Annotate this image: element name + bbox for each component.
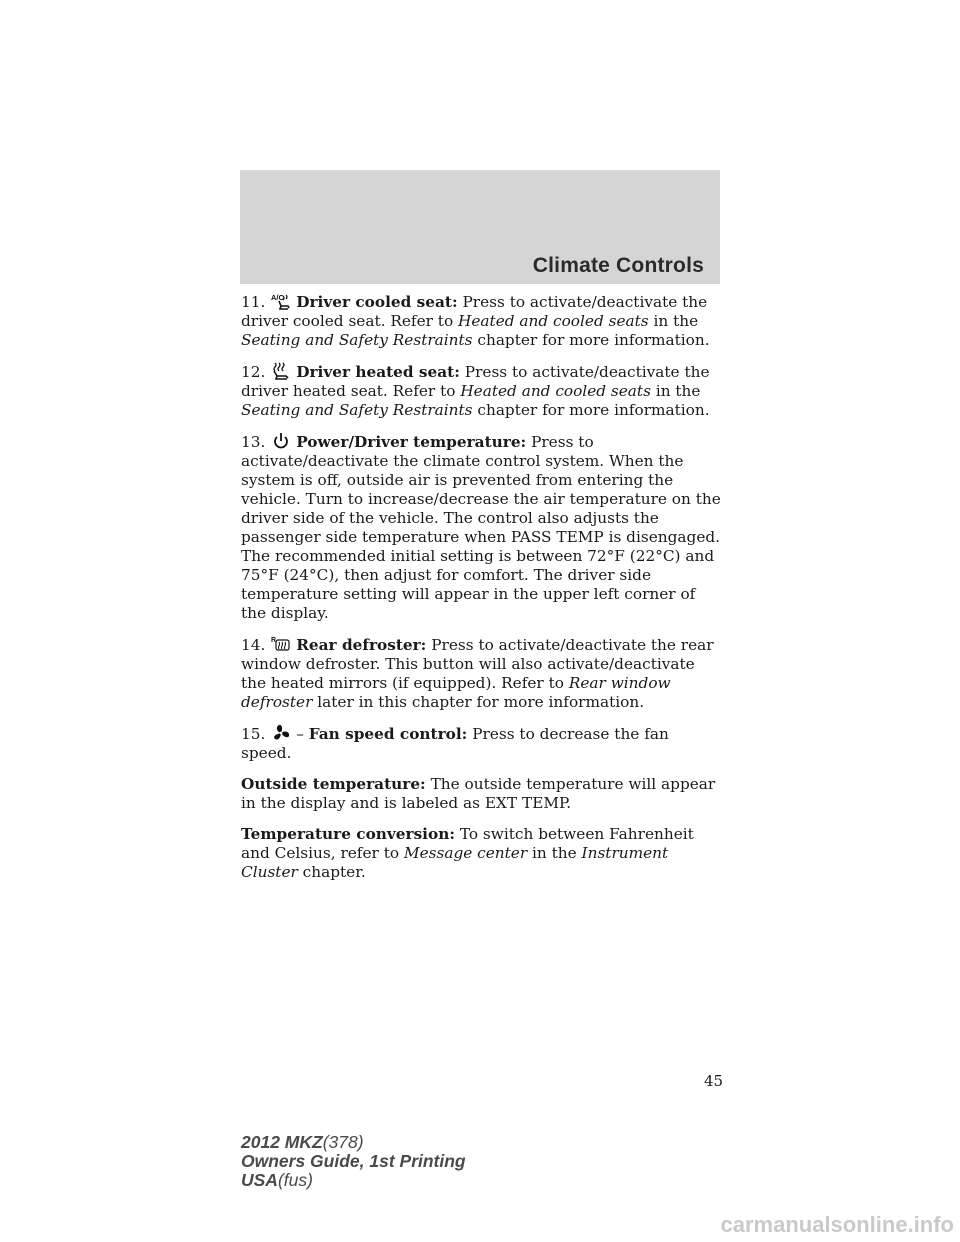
outside-temperature-label: Outside temperature:: [241, 775, 426, 793]
watermark: carmanualsonline.info: [720, 1212, 954, 1237]
svg-text:A/C: A/C: [271, 293, 285, 302]
item-11: 11. A/C Driver cooled seat: Press to activate/deactivate the driver cooled seat. Refer to Heated and cooled seats in the Seating and Safety Restraints chapter for more information.: [241, 293, 710, 349]
item-label: Driver heated seat:: [296, 363, 460, 381]
item-number: 13.: [241, 433, 266, 451]
item-number: 11.: [241, 293, 266, 311]
item-label: Driver cooled seat:: [296, 293, 458, 311]
footer: 2012 MKZ(378) Owners Guide, 1st Printing USA(fus): [241, 1132, 466, 1190]
item-number: 14.: [241, 636, 266, 654]
item-12: 12. Driver heated seat: Press to activate/deactivate the driver heated seat. Refer to Heated and cooled seats in the Seating and Safety Restraints chapter for more information.: [241, 363, 710, 419]
section-title: Climate Controls: [532, 254, 704, 277]
item-label: Power/Driver temperature:: [296, 433, 527, 451]
item-number: 15.: [241, 725, 266, 743]
item-13: 13. Power/Driver temperature: Press to activate/deactivate the climate control system. When the system is off, outside air is prevented from entering the vehicle. Turn to increase/decrease the air temperature on the driver side of the vehicle. The control also adjusts the passenger side temperature when PASS TEMP is disengaged. The recommended initial setting is between 72°F (22°C) and 75°F (24°C), then adjust for comfort. The driver side temperature setting will appear in the upper left corner of the display.: [241, 433, 721, 622]
temperature-conversion-label: Temperature conversion:: [241, 825, 455, 843]
rear-defroster-icon: [271, 635, 291, 653]
svg-text:R: R: [271, 637, 277, 644]
temperature-conversion-paragraph: Temperature conversion: To switch between Fahrenheit and Celsius, refer to Message center in the Instrument Cluster chapter.: [241, 825, 694, 881]
header-band: [240, 170, 720, 284]
page-number: 45: [704, 1072, 724, 1090]
item-14: 14. R Rear defroster: Press to activate/deactivate the rear window defroster. This button will also activate/deactivate the heated mirrors (if equipped). Refer to Rear window defroster later in this chapter for more information.: [241, 636, 714, 711]
item-number: 12.: [241, 363, 266, 381]
power-icon: [271, 432, 291, 450]
item-label: Rear defroster:: [296, 636, 427, 654]
ac-cooled-seat-icon: [271, 292, 291, 310]
fan-icon: [271, 724, 291, 742]
heated-seat-icon: [271, 362, 291, 380]
outside-temperature-paragraph: Outside temperature: The outside temperature will appear in the display and is labeled as EXT TEMP.: [241, 775, 716, 812]
item-15: 15. – Fan speed control: Press to decrease the fan speed.: [241, 725, 669, 762]
item-label: Fan speed control:: [308, 725, 468, 743]
page-content: [241, 292, 721, 894]
